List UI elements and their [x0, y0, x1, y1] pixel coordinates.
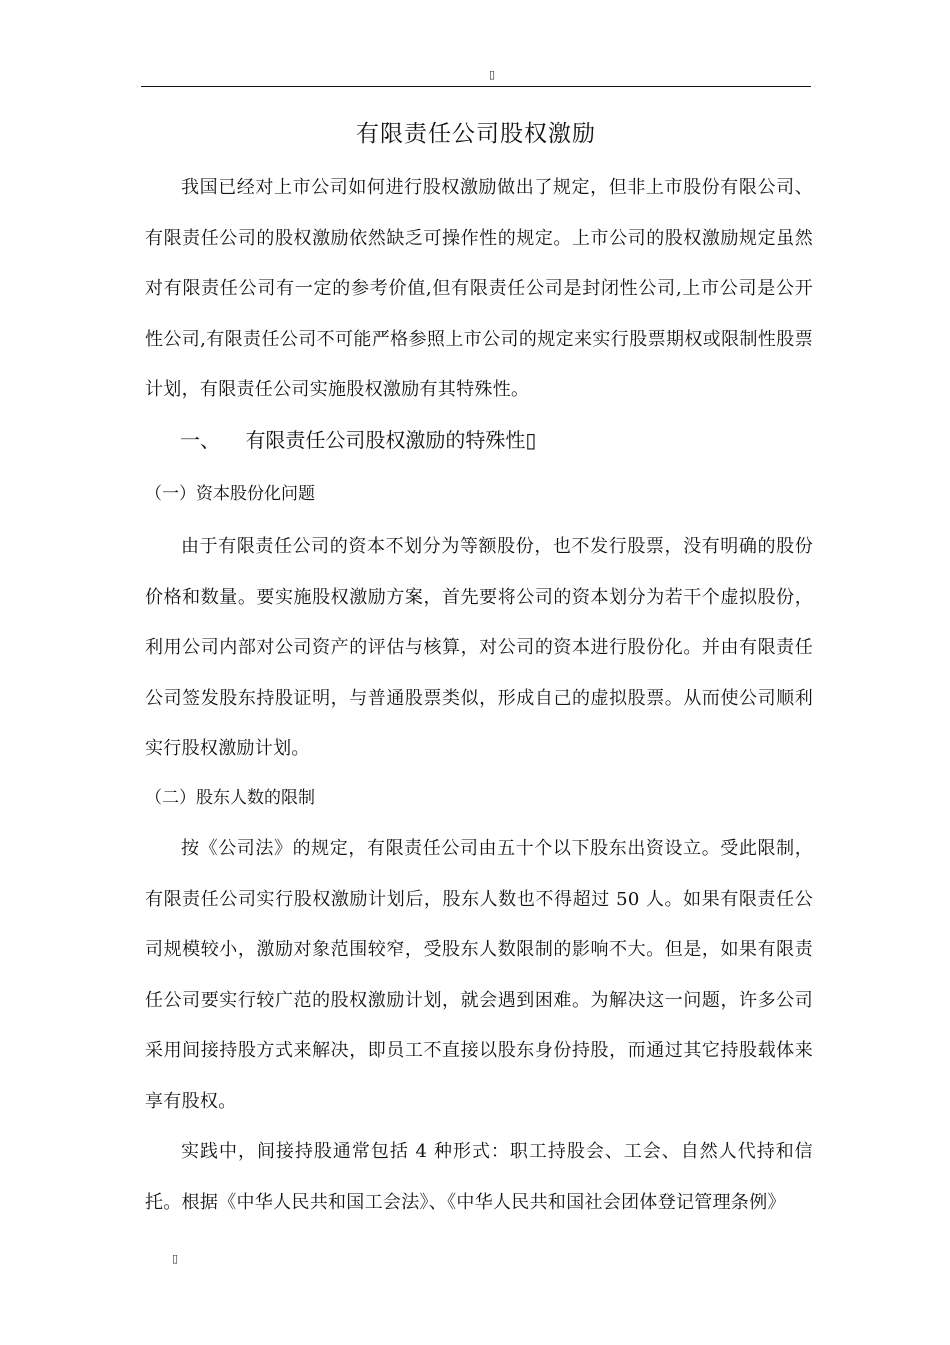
- subsection-heading-2: （二）股东人数的限制: [145, 788, 315, 808]
- footer-mark: ▯: [172, 1252, 179, 1265]
- subsection-2-paragraph-1: 按《公司法》的规定，有限责任公司由五十个以下股东出资设立。受此限制，有限责任公司实行股权激励计划后，股东人数也不得超过 50 人。如果有限责任公司规模较小，激励对象范围较窄，受股东人数限制的影响不大。但是，如果有限责任公司要实行较广范的股权激励计划，就会遇到困难。为解决这一问题，许多公司采用间接持股方式来解决，即员工不直接以股东身份持股，而通过其它持股载体来享有股权。: [145, 838, 813, 1112]
- subsection-1-paragraph: 由于有限责任公司的资本不划分为等额股份，也不发行股票，没有明确的股份价格和数量。要实施股权激励方案，首先要将公司的资本划分为若干个虚拟股份，利用公司内部对公司资产的评估与核算，对公司的资本进行股份化。并由有限责任公司签发股东持股证明，与普通股票类似，形成自己的虚拟股票。从而使公司顺利实行股权激励计划。: [145, 536, 813, 759]
- document-title: 有限责任公司股权激励: [356, 121, 596, 147]
- subsection-heading-1: （一）资本股份化问题: [145, 484, 315, 504]
- subsection-2-paragraph-2: 实践中，间接持股通常包括 4 种形式：职工持股会、工会、自然人代持和信托。根据《中华人民共和国工会法》、《中华人民共和国社会团体登记管理条例》: [145, 1141, 813, 1213]
- header-mark: ▯: [488, 68, 496, 81]
- section-heading-1: [180, 424, 536, 456]
- section-title: 有限责任公司股权激励的特殊性▯: [245, 428, 537, 452]
- intro-paragraph: 我国已经对上市公司如何进行股权激励做出了规定，但非上市股份有限公司、有限责任公司的股权激励依然缺乏可操作性的规定。上市公司的股权激励规定虽然对有限责任公司有一定的参考价值,但有限责任公司是封闭性公司,上市公司是公开性公司,有限责任公司不可能严格参照上市公司的规定来实行股票期权或限制性股票计划，有限责任公司实施股权激励有其特殊性。: [145, 177, 813, 400]
- section-number: 一、: [180, 428, 220, 452]
- header-rule: [141, 86, 811, 87]
